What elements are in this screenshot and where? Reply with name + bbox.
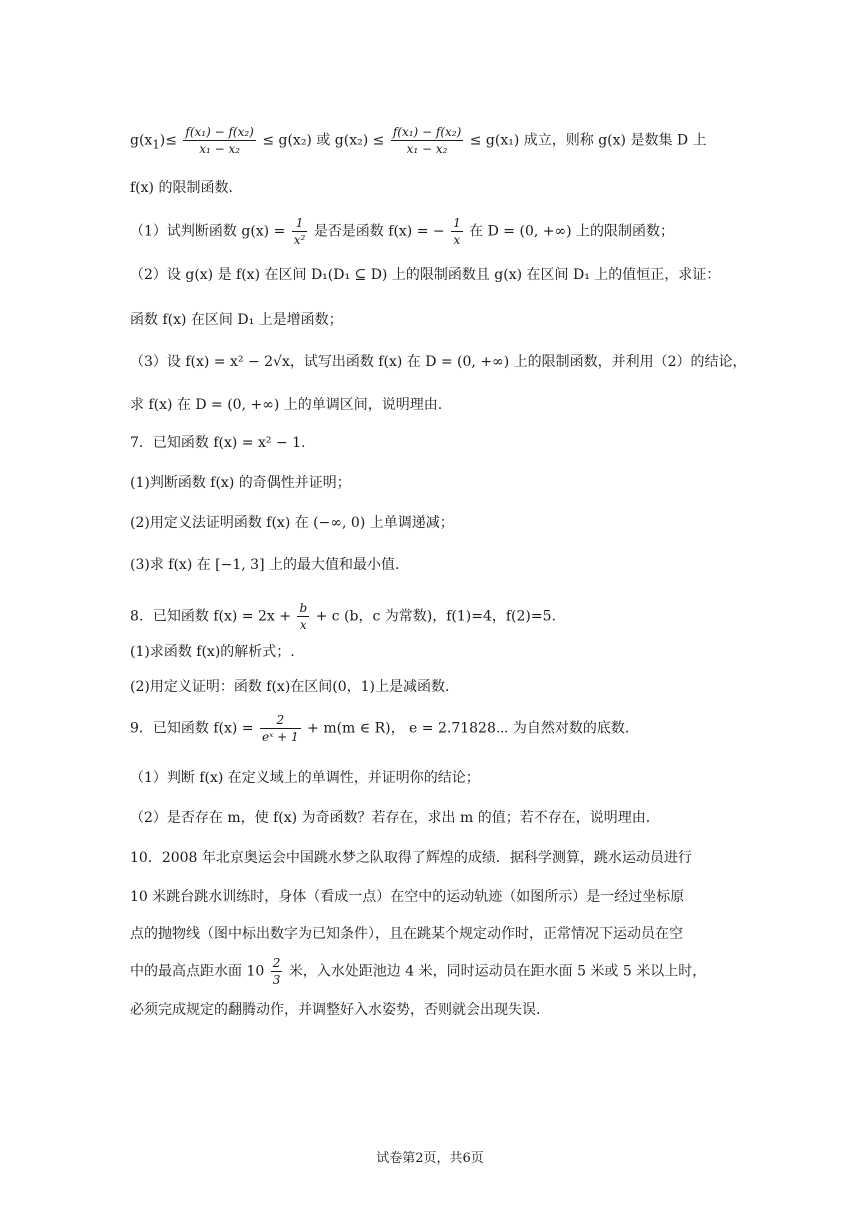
text-fragment: ≤ g(x₂) 或 g(x₂) ≤ bbox=[262, 132, 385, 149]
definition-line-2: f(x) 的限制函数. bbox=[130, 180, 233, 196]
question-9: 9．已知函数 f(x) = $\frac{2}{\text{eˣ + 1}}$ + m(m ∈ R)， e = 2.71828⋯ 为自然对数的底数. bbox=[130, 713, 630, 744]
question-8-part-2: (2)用定义证明：函数 f(x)在区间(0，1)上是减函数. bbox=[130, 679, 450, 695]
fraction: $\frac{2}{3}$ bbox=[272, 956, 281, 987]
question-7-part-1: (1)判断函数 f(x) 的奇偶性并证明； bbox=[130, 475, 351, 491]
text-fragment: g(x bbox=[130, 132, 153, 149]
subscript: 1 bbox=[152, 137, 160, 152]
question-7-part-3: (3)求 f(x) 在 [−1, 3] 上的最大值和最小值. bbox=[130, 557, 400, 573]
page-footer: 试卷第2页，共6页 bbox=[376, 1151, 484, 1166]
question-9-part-1: （1）判断 f(x) 在定义域上的单调性，并证明你的结论； bbox=[130, 770, 480, 786]
text-fragment: )≤ bbox=[159, 132, 177, 149]
question-8-part-1: (1)求函数 f(x)的解析式；. bbox=[130, 644, 295, 660]
fraction: $\frac{2}{\text{eˣ + 1}}$ bbox=[262, 713, 299, 744]
question-9-part-2: （2）是否存在 m，使 f(x) 为奇函数？若存在，求出 m 的值；若不存在，说明理由. bbox=[130, 810, 651, 826]
fraction: $\frac{\text{f(x₁) − f(x₂)}}{\text{x₁ − x₂}}$ bbox=[392, 125, 462, 156]
question-6-part-2: （2）设 g(x) 是 f(x) 在区间 D₁(D₁ ⊆ D) 上的限制函数且 g(x) 在区间 D₁ 上的值恒正，求证： bbox=[130, 267, 721, 283]
fraction: $\frac{b}{x}$ bbox=[299, 601, 308, 632]
question-6-part-1: （1）试判断函数 g(x) = $\frac{1}{\text{x²}}$ 是否是函数 f(x) = − $\frac{1}{x}$ 在 D = (0, +∞) 上的限制函数； bbox=[130, 216, 675, 247]
question-6-part-3-cont: 求 f(x) 在 D = (0, +∞) 上的单调区间，说明理由. bbox=[130, 397, 443, 413]
text-fragment: ≤ g(x₁) 成立，则称 g(x) 是数集 D 上 bbox=[469, 132, 707, 149]
fraction: $\frac{1}{\text{x²}}$ bbox=[293, 216, 306, 247]
question-10-line-5: 必须完成规定的翻腾动作，并调整好入水姿势，否则就会出现失误. bbox=[130, 1002, 541, 1018]
question-10-line-2: 10 米跳台跳水训练时，身体（看成一点）在空中的运动轨迹（如图所示）是一经过坐标原 bbox=[130, 889, 685, 905]
question-6-part-2-cont: 函数 f(x) 在区间 D₁ 上是增函数； bbox=[130, 312, 343, 328]
fraction: $\frac{\text{f(x₁) − f(x₂)}}{\text{x₁ − x₂}}$ bbox=[185, 125, 254, 156]
question-8: 8．已知函数 f(x) = 2x + $\frac{b}{x}$ + c (b，c 为常数)，f(1)=4，f(2)=5. bbox=[130, 601, 556, 632]
fraction: $\frac{1}{x}$ bbox=[453, 216, 461, 247]
question-10-line-3: 点的抛物线（图中标出数字为已知条件），且在跳某个规定动作时，正常情况下运动员在空 bbox=[130, 926, 683, 942]
question-7: 7．已知函数 f(x) = x² − 1. bbox=[130, 435, 306, 451]
question-6-part-3: （3）设 f(x) = x² − 2√x，试写出函数 f(x) 在 D = (0, +∞) 上的限制函数，并利用（2）的结论， bbox=[130, 354, 747, 370]
question-10-line-4: 中的最高点距水面 10 $\frac{2}{3}$ 米，入水处距池边 4 米，同时运动员在距水面 5 米或 5 米以上时， bbox=[130, 956, 707, 987]
question-7-part-2: (2)用定义法证明函数 f(x) 在 (−∞, 0) 上单调递减； bbox=[130, 515, 454, 531]
definition-line-1 bbox=[130, 124, 730, 157]
question-10-line-1: 10．2008 年北京奥运会中国跳水梦之队取得了辉煌的成绩．据科学测算，跳水运动员进行 bbox=[130, 850, 692, 866]
